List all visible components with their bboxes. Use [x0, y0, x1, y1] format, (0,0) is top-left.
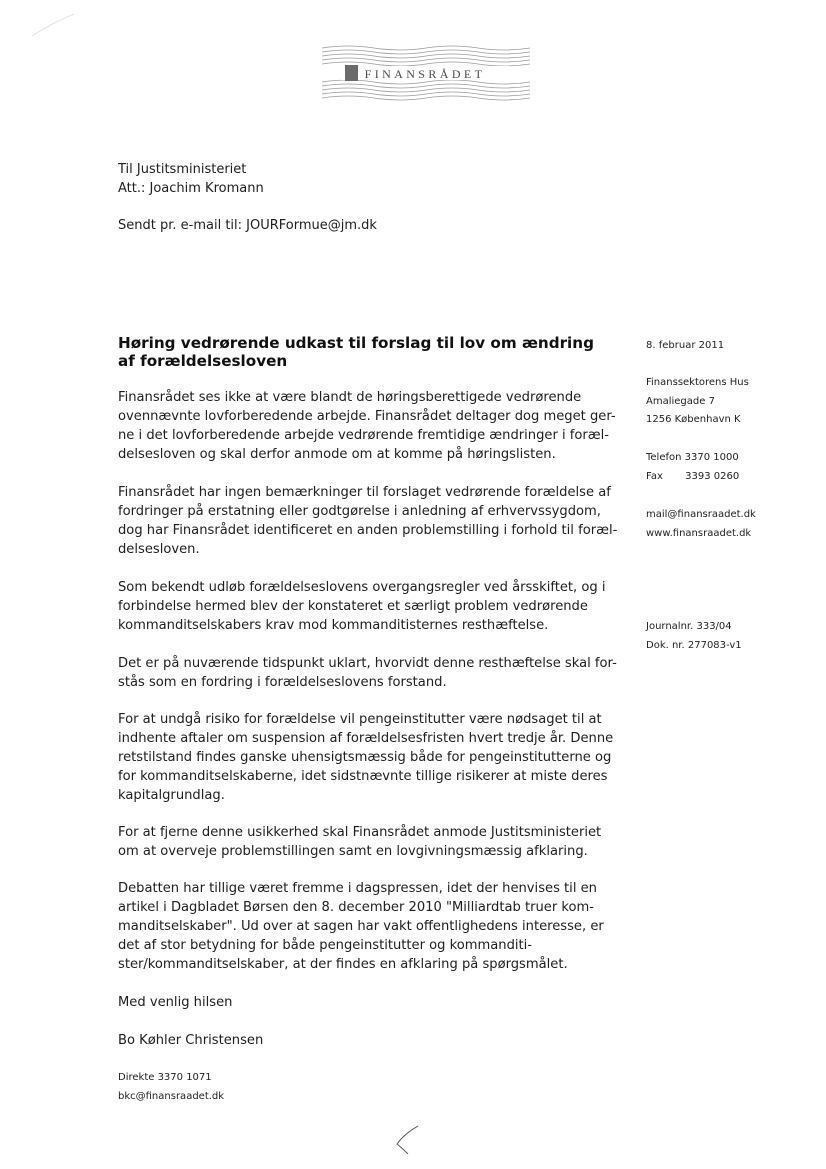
- journal-number: Journalnr. 333/04: [646, 621, 732, 632]
- text-line: ster/kommanditselskaber, at der findes en afklaring på spørgsmålet.: [118, 957, 568, 972]
- text-line: fordringer på erstatning eller godtgørelse i anledning af erhvervssygdom,: [118, 504, 601, 519]
- text-line: for kommanditselskaberne, idet sidstnævnte tillige risikerer at miste deres: [118, 769, 608, 784]
- signatory-name: Bo Køhler Christensen: [118, 1033, 264, 1048]
- document-number: Dok. nr. 277083-v1: [646, 640, 742, 651]
- closing-greeting: Med venlig hilsen: [118, 995, 233, 1010]
- text-line: Som bekendt udløb forældelseslovens overgangsregler ved årsskiftet, og i: [118, 580, 606, 595]
- sender-website: www.finansraadet.dk: [646, 528, 752, 539]
- body-paragraph: [118, 823, 618, 861]
- sent-via-email: Sendt pr. e-mail til: JOURFormue@jm.dk: [118, 218, 377, 233]
- sender-fax: Fax 3393 0260: [646, 471, 740, 482]
- text-line: ne i det lovforberedende arbejde vedrørende fremtidige ændringer i foræl-: [118, 428, 610, 443]
- text-line: delsesloven.: [118, 542, 200, 557]
- body-paragraph: [118, 710, 618, 805]
- text-line: Finansrådet ses ikke at være blandt de høringsberettigede vedrørende: [118, 390, 582, 405]
- recipient-line-2: Att.: Joachim Kromann: [118, 181, 264, 196]
- text-line: Finansrådet har ingen bemærkninger til forslaget vedrørende forældelse af: [118, 485, 611, 500]
- body-paragraph: [118, 578, 618, 635]
- text-line: delsesloven og skal derfor anmode om at komme på høringslisten.: [118, 447, 556, 462]
- text-line: kapitalgrundlag.: [118, 788, 225, 803]
- body-paragraph: [118, 879, 618, 974]
- body-paragraph: [118, 654, 618, 692]
- text-line: Det er på nuværende tidspunkt uklart, hvorvidt denne resthæftelse skal for-: [118, 656, 617, 671]
- body-paragraph: [118, 388, 618, 464]
- subject-line: Høring vedrørende udkast til forslag til lov om ændring: [118, 334, 594, 352]
- text-line: stås som en fordring i forældelseslovens forstand.: [118, 675, 447, 690]
- logo-text: FINANSRÅDET: [364, 67, 486, 81]
- text-line: artikel i Dagbladet Børsen den 8. december 2010 "Milliardtab truer kom-: [118, 900, 594, 915]
- pen-mark-decoration: [394, 1124, 424, 1160]
- direct-phone: Direkte 3370 1071: [118, 1072, 212, 1083]
- finansraadet-logo: [318, 42, 532, 104]
- text-line: Debatten har tillige været fremme i dagspressen, idet der henvises til en: [118, 881, 597, 896]
- text-line: om at overveje problemstillingen samt en lovgivningsmæssig afklaring.: [118, 844, 588, 859]
- text-line: For at fjerne denne usikkerhed skal Finansrådet anmode Justitsministeriet: [118, 825, 602, 840]
- scan-mark-decoration: [30, 10, 80, 40]
- recipient-line-1: Til Justitsministeriet: [118, 162, 247, 177]
- sender-phone: Telefon 3370 1000: [646, 452, 739, 463]
- text-line: det af stor betydning for både pengeinstitutter og kommanditi-: [118, 938, 533, 953]
- signatory-email: bkc@finansraadet.dk: [118, 1091, 225, 1102]
- letter-subject: [118, 334, 618, 370]
- text-line: forbindelse hermed blev der konstateret et særligt problem vedrørende: [118, 599, 588, 614]
- sender-email: mail@finansraadet.dk: [646, 509, 756, 520]
- sender-city: 1256 København K: [646, 414, 741, 425]
- text-line: manditselskaber". Ud over at sagen har vakt offentlighedens interesse, er: [118, 919, 604, 934]
- text-line: dog har Finansrådet identificeret en anden problemstilling i forhold til foræl-: [118, 523, 618, 538]
- body-paragraph: [118, 483, 618, 559]
- text-line: kommanditselskabers krav mod kommanditisternes resthæftelse.: [118, 618, 549, 633]
- subject-line: af forældelsesloven: [118, 352, 288, 370]
- text-line: ovennævnte lovforberedende arbejde. Finansrådet deltager dog meget ger-: [118, 409, 616, 424]
- text-line: retstilstand findes ganske uhensigtsmæssig både for pengeinstitutterne og: [118, 750, 612, 765]
- letter-date: 8. februar 2011: [646, 340, 725, 351]
- sender-street: Amaliegade 7: [646, 396, 715, 407]
- text-line: indhente aftaler om suspension af forældelsesfristen hvert tredje år. Denne: [118, 731, 614, 746]
- sender-organisation: Finanssektorens Hus: [646, 377, 749, 388]
- text-line: For at undgå risiko for forældelse vil pengeinstitutter være nødsaget til at: [118, 712, 602, 727]
